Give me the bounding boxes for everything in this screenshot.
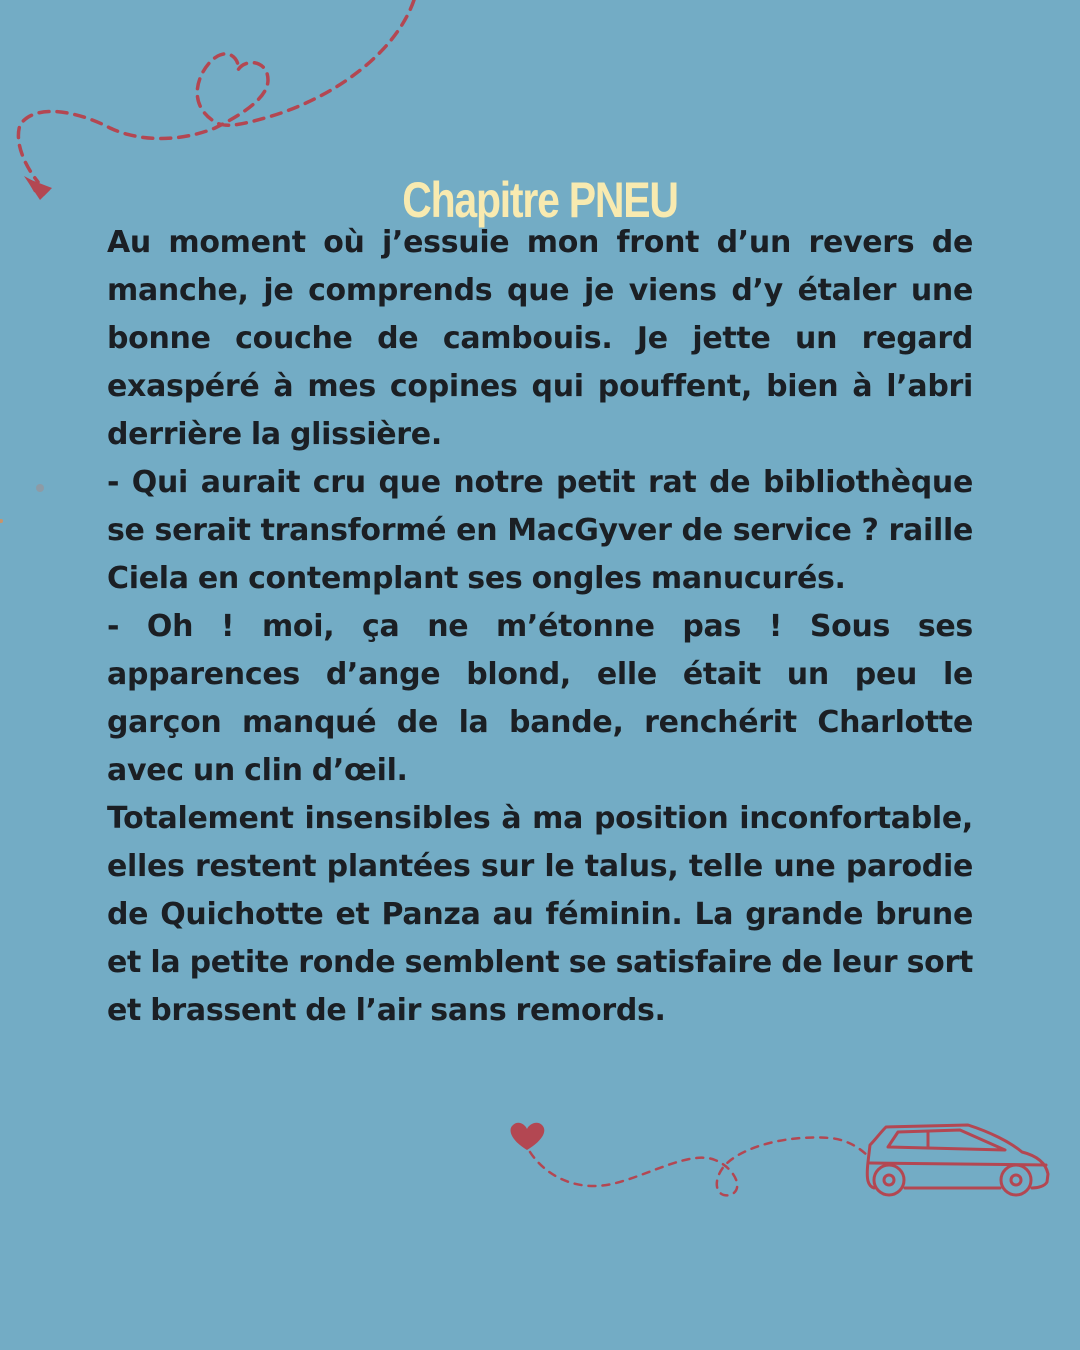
paragraph: Au moment où j’essuie mon front d’un revers de manche, je comprends que je viens d’y étaler une bonne couche de cambouis. Je jette un regard exaspéré à mes copines qui pouffent, bien à l’abri derrière la glissière.: [107, 225, 973, 452]
paragraph: - Oh ! moi, ça ne m’étonne pas ! Sous ses apparences d’ange blond, elle était un peu le garçon manqué de la bande, renchérit Charlotte avec un clin d’œil.: [107, 609, 973, 788]
paragraph: - Qui aurait cru que notre petit rat de bibliothèque se serait transformé en MacGyver de service ? raille Ciela en contemplant ses ongles manucurés.: [107, 465, 973, 596]
paragraph: Totalement insensibles à ma position inconfortable, elles restent plantées sur le talus, telle une parodie de Quichotte et Panza au féminin. La grande brune et la petite ronde semblent se satisfaire de leur sort et brassent de l’air sans remords.: [107, 801, 973, 1028]
car-icon: [867, 1125, 1048, 1195]
chapter-title: Chapitre PNEU: [402, 171, 678, 228]
heart-icon: [511, 1123, 545, 1150]
